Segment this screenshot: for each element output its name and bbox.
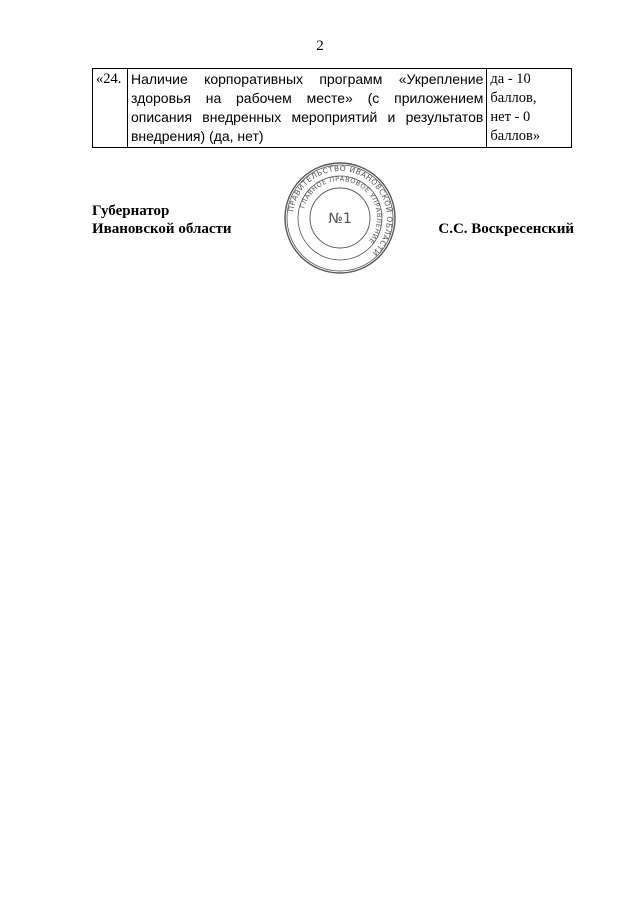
official-seal (283, 161, 397, 275)
row-description: Наличие корпоративных программ «Укрепление здоровья на рабочем месте» (с приложением описания внедренных мероприятий и результатов внедрения) (да, нет) (127, 69, 486, 148)
signatory-position-line2: Ивановской области (92, 221, 232, 237)
seal-inner-text: ГЛАВНОЕ ПРАВОВОЕ УПРАВЛЕНИЕ (298, 174, 384, 246)
score-line: да - 10 (490, 71, 531, 87)
score-line: баллов» (490, 128, 541, 144)
seal-outer-text: ПРАВИТЕЛЬСТВО ИВАНОВСКОЙ ОБЛАСТИ (286, 163, 395, 258)
page-number: 2 (316, 38, 324, 54)
row-score (487, 69, 572, 148)
signatory-position-line1: Губернатор (92, 203, 170, 219)
signatory-title (92, 202, 232, 238)
score-line: нет - 0 (490, 109, 531, 125)
table-row (93, 69, 572, 148)
row-number: «24. (93, 69, 128, 148)
score-line: баллов, (490, 90, 537, 106)
criteria-table (92, 68, 572, 148)
signer-name: С.С. Воскресенский (438, 221, 574, 237)
seal-center-text: №1 (328, 211, 352, 227)
